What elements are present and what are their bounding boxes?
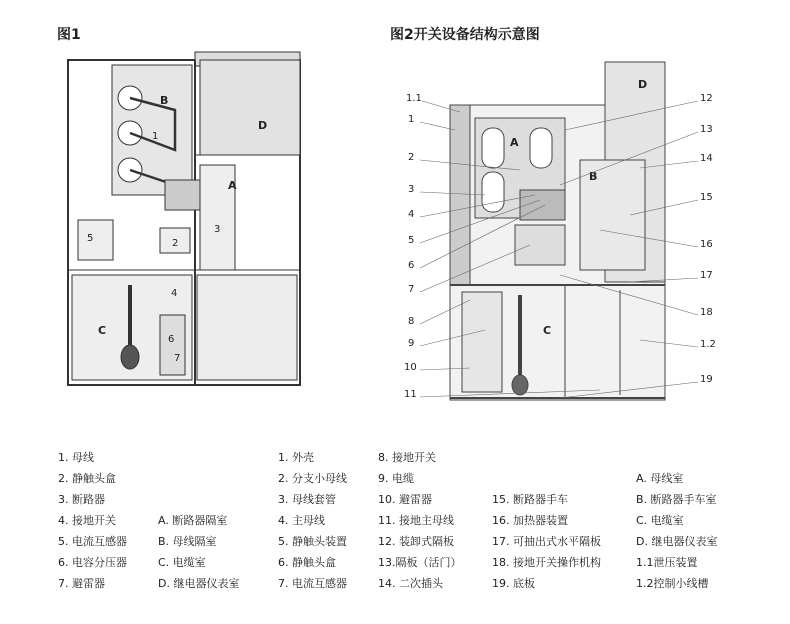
fig2-label-8: 8	[408, 316, 415, 327]
legend-item: 7. 电流互感器	[278, 577, 347, 590]
legend-item: C. 电缆室	[158, 556, 206, 569]
fig2-label-11: 11	[404, 389, 417, 400]
fig2-label-1.1: 1.1	[406, 93, 422, 104]
fig2-label-6: 6	[408, 260, 415, 271]
fig2-zone-D: D	[638, 78, 648, 91]
fig1-label-A: A	[228, 179, 237, 192]
fig1-label-5: 5	[87, 233, 94, 244]
fig2-label-10: 10	[404, 362, 417, 373]
legend-item: 5. 电流互感器	[58, 535, 127, 548]
fig2-label-18: 18	[700, 307, 713, 318]
legend-item: 16. 加热器装置	[492, 514, 568, 527]
legend-item: 10. 避雷器	[378, 493, 432, 506]
fig2-label-17: 17	[700, 270, 713, 281]
fig2-label-9: 9	[408, 338, 415, 349]
legend-item: A. 母线室	[636, 472, 684, 485]
fig1-label-3: 3	[214, 224, 221, 235]
fig2-label-3: 3	[408, 184, 415, 195]
fig2-label-1: 1	[408, 114, 415, 125]
fig2-zone-B: B	[589, 170, 598, 183]
fig2-label-15: 15	[700, 192, 713, 203]
fig2-label-7: 7	[408, 284, 415, 295]
legend-item: 18. 接地开关操作机构	[492, 556, 601, 569]
legend-item: 17. 可抽出式水平隔板	[492, 535, 601, 548]
legend-item: 4. 接地开关	[58, 514, 116, 527]
legend-item: 15. 断路器手车	[492, 493, 568, 506]
legend-item: 6. 静触头盒	[278, 556, 336, 569]
fig1-label-4: 4	[171, 288, 178, 299]
legend-item: 3. 断路器	[58, 493, 105, 506]
legend-item: 1.2控制小线槽	[636, 577, 709, 590]
fig2-label-12: 12	[700, 93, 713, 104]
legend-item: 1. 母线	[58, 451, 94, 464]
legend-item: 8. 接地开关	[378, 451, 436, 464]
legend-item: 3. 母线套管	[278, 493, 336, 506]
legend-item: A. 断路器隔室	[158, 514, 228, 527]
legend-item: 7. 避雷器	[58, 577, 105, 590]
fig1-label-2: 2	[172, 238, 179, 249]
legend-item: 1.1泄压装置	[636, 556, 698, 569]
legend-item: C. 电缆室	[636, 514, 684, 527]
fig2-zone-C: C	[543, 324, 552, 337]
figure-1-title: 图1	[57, 27, 81, 43]
fig2-label-13: 13	[700, 124, 713, 135]
fig1-label-7: 7	[174, 353, 181, 364]
legend-item: D. 继电器仪表室	[158, 577, 240, 590]
fig2-label-5: 5	[408, 235, 415, 246]
fig2-label-14: 14	[700, 153, 713, 164]
fig2-label-2: 2	[408, 152, 415, 163]
fig1-label-B: B	[160, 94, 169, 107]
figure-2-title: 图2开关设备结构示意图	[390, 27, 540, 43]
legend-item: 2. 分支小母线	[278, 472, 347, 485]
legend-item: 19. 底板	[492, 577, 535, 590]
legend-item: 1. 外壳	[278, 451, 314, 464]
legend-item: B. 断路器手车室	[636, 493, 717, 506]
legend-item: 12. 装卸式隔板	[378, 535, 454, 548]
legend-item: 6. 电容分压器	[58, 556, 127, 569]
fig2-label-16: 16	[700, 239, 713, 250]
fig2-zone-A: A	[510, 136, 519, 149]
fig2-label-19: 19	[700, 374, 713, 385]
legend-item: 5. 静触头装置	[278, 535, 347, 548]
legend-item: 4. 主母线	[278, 514, 325, 527]
legend-item: B. 母线隔室	[158, 535, 217, 548]
legend-item: 14. 二次插头	[378, 577, 443, 590]
fig2-label-4: 4	[408, 209, 415, 220]
fig2-label-1.2: 1.2	[700, 339, 716, 350]
fig1-label-C: C	[98, 324, 107, 337]
fig1-label-6: 6	[168, 334, 175, 345]
fig1-label-1: 1	[152, 131, 159, 142]
fig1-label-D: D	[258, 119, 268, 132]
legend-item: 9. 电缆	[378, 472, 414, 485]
figure-2-drawing	[450, 62, 665, 400]
legend-item: D. 继电器仪表室	[636, 535, 718, 548]
legend-item: 2. 静触头盒	[58, 472, 116, 485]
legend-item: 11. 接地主母线	[378, 514, 454, 527]
legend-item: 13.隔板（活门）	[378, 556, 462, 569]
